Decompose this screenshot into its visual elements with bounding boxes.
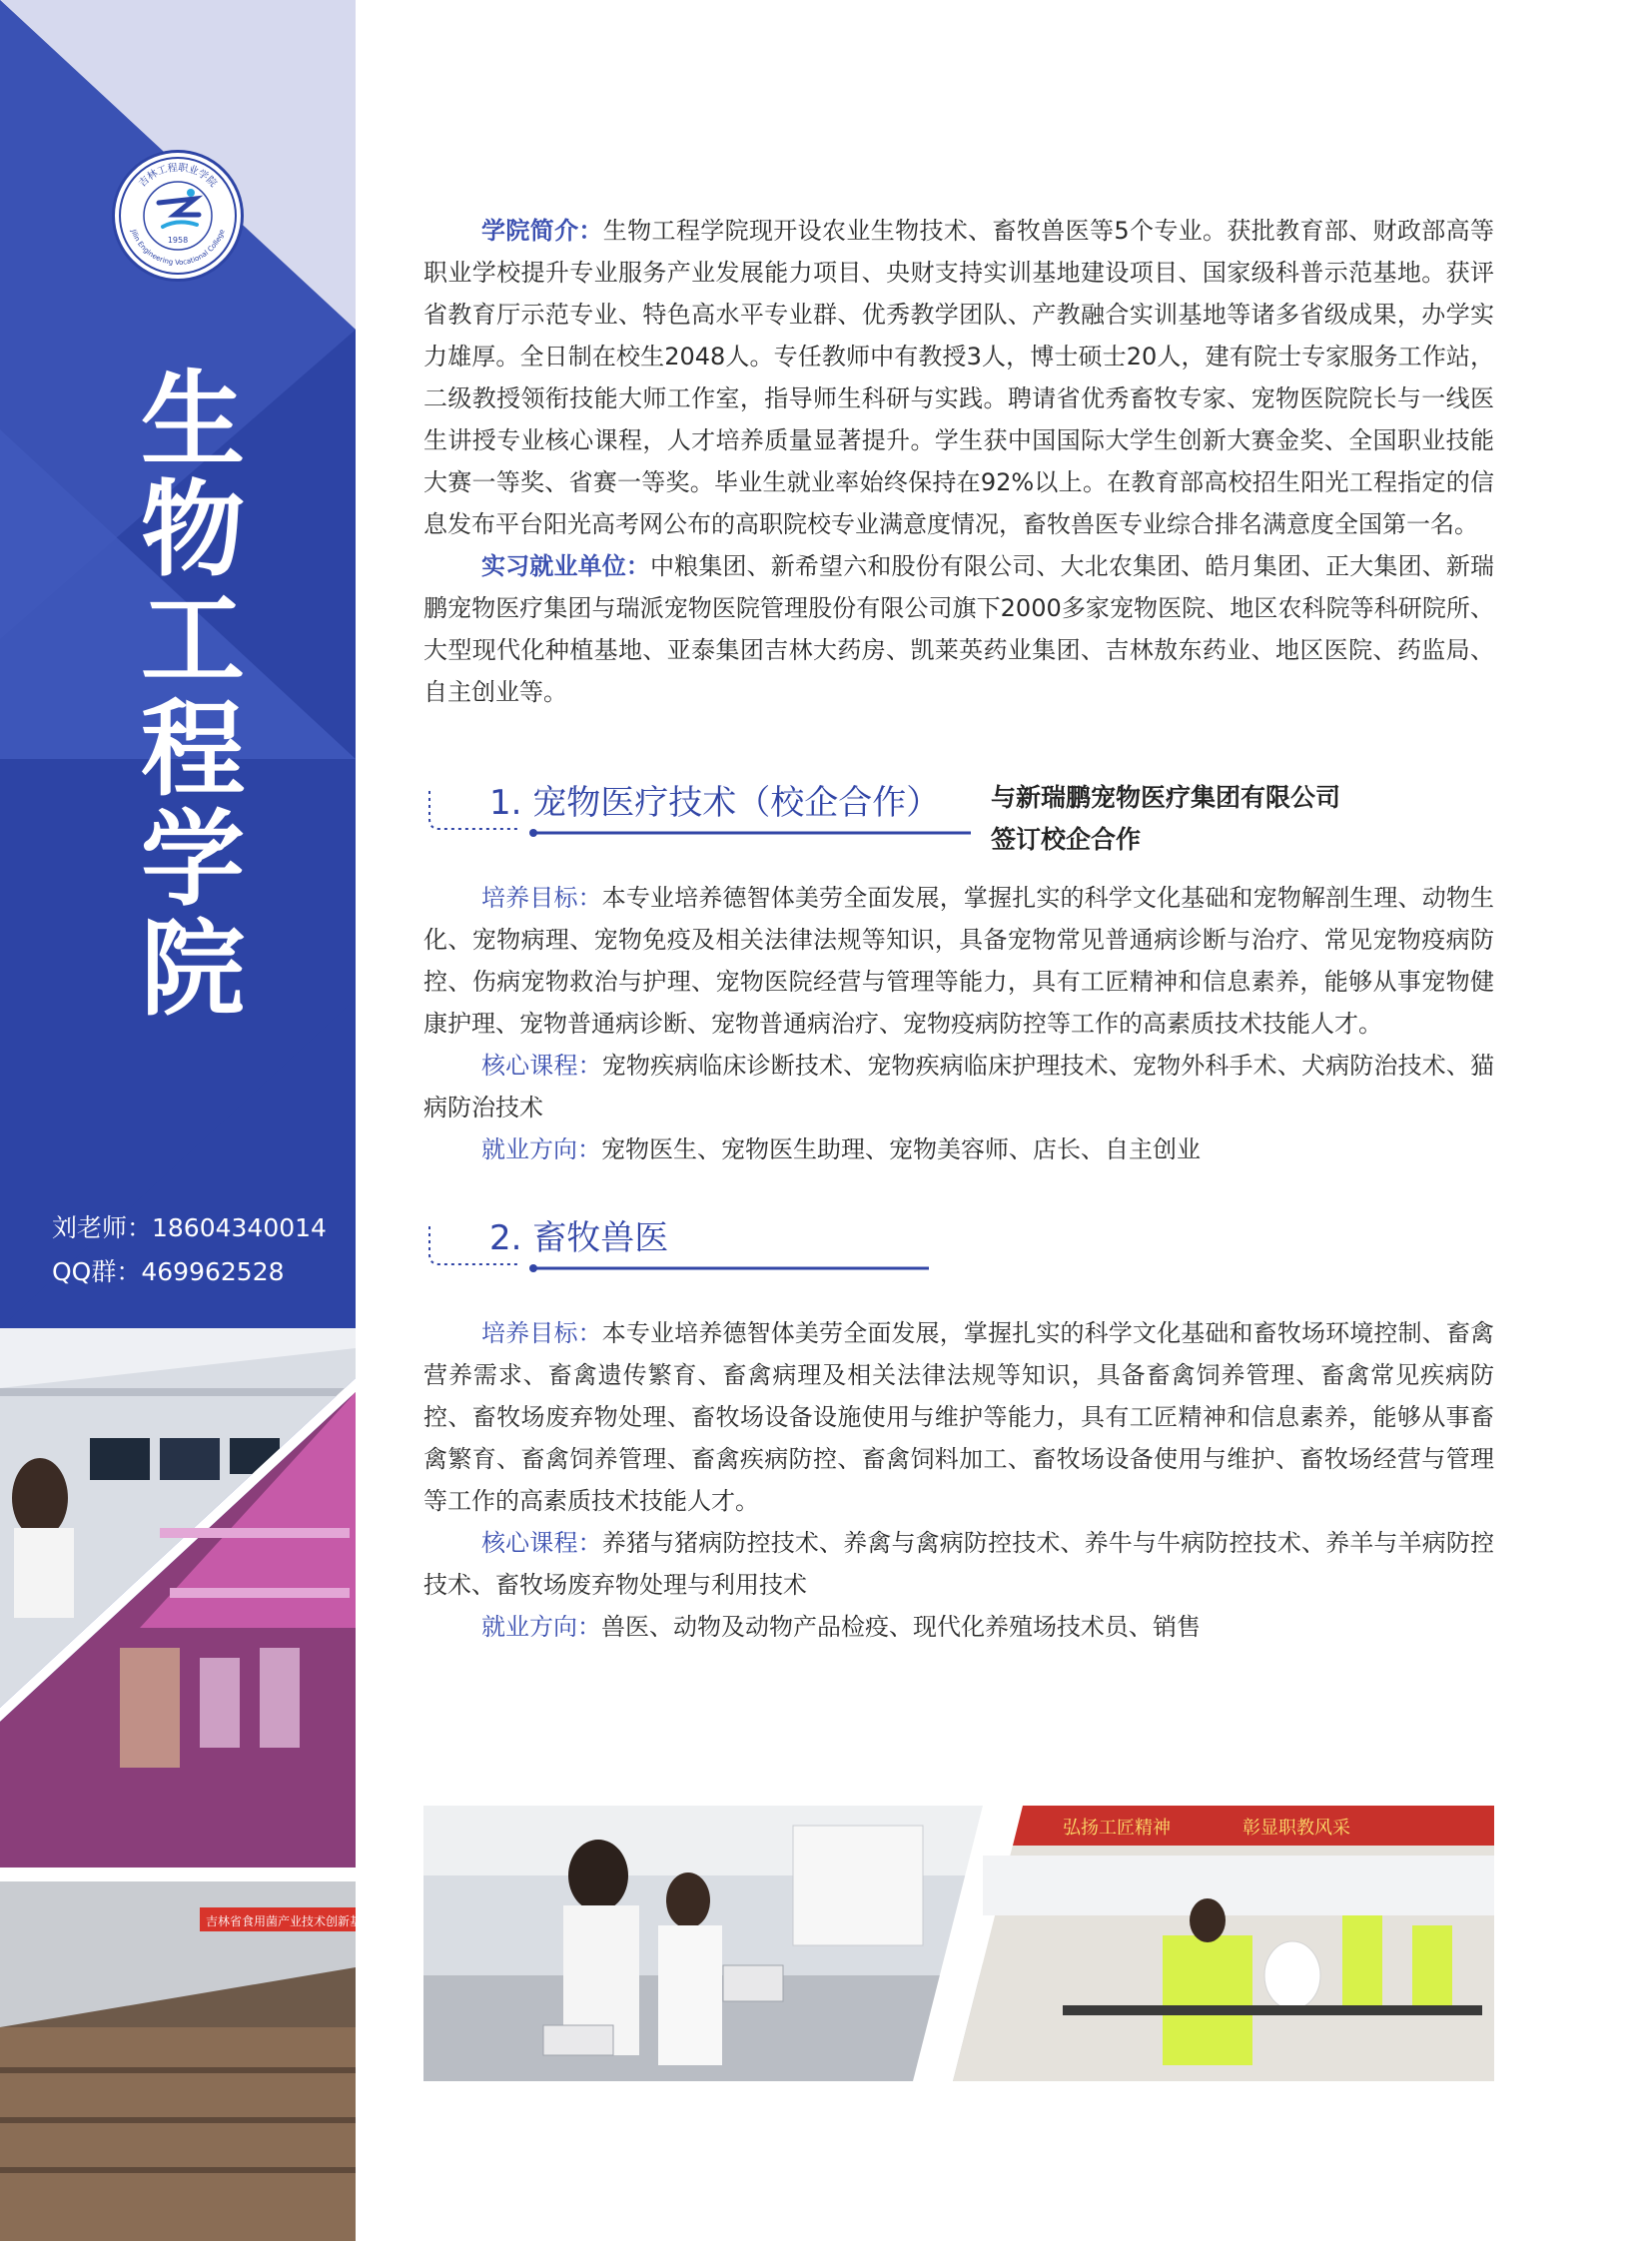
- internship-paragraph: [423, 545, 1494, 713]
- sidebar-photo-art: [0, 1328, 375, 2241]
- major-2-career: [423, 1606, 1494, 1648]
- intro-paragraph: [423, 210, 1494, 545]
- internship-text: 中粮集团、新希望六和股份有限公司、大北农集团、皓月集团、正大集团、新瑞鹏宠物医疗集团与瑞派宠物医院管理股份有限公司旗下2000多家宠物医院、地区农科院等科研院所、大型现代化种植基地、亚泰集团吉林大药房、凯莱英药业集团、吉林敖东药业、地区医院、药监局、自主创业等。: [423, 552, 1495, 706]
- contact-teacher: 刘老师：18604340014: [52, 1213, 327, 1242]
- college-title: 生物工程学院: [123, 365, 246, 1024]
- major-1-goal-text: 本专业培养德智体美劳全面发展，掌握扎实的科学文化基础和宠物解剖生理、动物生化、宠物病理、宠物免疫及相关法律法规等知识，具备宠物常见普通病诊断与治疗、常见宠物疫病防控、伤病宠物救治与护理、宠物医院经营与管理等能力，具有工匠精神和信息素养，能够从事宠物健康护理、宠物普通病诊断、宠物普通病治疗、宠物疫病防控等工作的高素质技术技能人才。: [423, 884, 1494, 1038]
- major-2-course-label: 核心课程：: [481, 1529, 602, 1557]
- logo-arc-text: 吉林工程职业学院: [137, 162, 219, 190]
- major-1-career-label: 就业方向：: [481, 1135, 601, 1163]
- photo-banner-right: 彰显职教风采: [1242, 1818, 1350, 1839]
- major-1-career: [423, 1128, 1494, 1170]
- logo-year: 1958: [167, 236, 189, 245]
- major-1-career-text: 宠物医生、宠物医生助理、宠物美容师、店长、自主创业: [601, 1135, 1201, 1163]
- major-2-career-label: 就业方向：: [481, 1613, 601, 1641]
- logo-english-text: Jilin Engineering Vocational College: [129, 228, 227, 268]
- intro-label: 学院简介：: [481, 217, 603, 245]
- major-2-courses: [423, 1522, 1494, 1606]
- major-1-course-label: 核心课程：: [481, 1052, 602, 1080]
- contact-qq-group: QQ群：469962528: [52, 1257, 285, 1286]
- major-1-note-line1: 与新瑞鹏宠物医疗集团有限公司: [991, 783, 1341, 812]
- sidebar-photo-collage: [0, 1328, 375, 2241]
- intro-text: 生物工程学院现开设农业生物技术、畜牧兽医等5个专业。获批教育部、财政部高等职业学校提升专业服务产业发展能力项目、央财支持实训基地建设项目、国家级科普示范基地。获评省教育厅示范专业、特色高水平专业群、优秀教学团队、产教融合实训基地等诸多省级成果，办学实力雄厚。全日制在校生2048人。专任教师中有教授3人，博士硕士20人，建有院士专家服务工作站，二级教授领衔技能大师工作室，指导师生科研与实践。聘请省优秀畜牧专家、宠物医院院长与一线医生讲授专业核心课程，人才培养质量显著提升。学生获中国国际大学生创新大赛金奖、全国职业技能大赛一等奖、省赛一等奖。毕业生就业率始终保持在92%以上。在教育部高校招生阳光工程指定的信息发布平台阳光高考网公布的高职院校专业满意度情况，畜牧兽医专业综合排名满意度全国第一名。: [423, 217, 1494, 538]
- bottom-photos-art: [423, 1806, 1494, 2081]
- svg-text:Jilin Engineering Vocational C: [129, 228, 227, 267]
- main-content: [423, 210, 1494, 1648]
- major-1-title: 1. 宠物医疗技术（校企合作）: [489, 783, 941, 823]
- major-2-course-text: 养猪与猪病防控技术、养禽与禽病防控技术、养牛与牛病防控技术、养羊与羊病防控技术、畜牧场废弃物处理与利用技术: [423, 1529, 1494, 1599]
- major-1-note-line2: 签订校企合作: [991, 825, 1142, 854]
- greenhouse-banner-text: 吉林省食用菌产业技术创新基地: [206, 1914, 375, 1928]
- college-logo-icon: [115, 153, 241, 279]
- major-2-goal-label: 培养目标：: [481, 1319, 602, 1347]
- major-2-goal-text: 本专业培养德智体美劳全面发展，掌握扎实的科学文化基础和畜牧场环境控制、畜禽营养需求、畜禽遗传繁育、畜禽病理及相关法律法规等知识，具备畜禽饲养管理、畜禽常见疾病防控、畜牧场废弃物处理、畜牧场设备设施使用与维护等能力，具有工匠精神和信息素养，能够从事畜禽繁育、畜禽饲养管理、畜禽疾病防控、畜禽饲料加工、畜牧场设备使用与维护、畜牧场经营与管理等工作的高素质技术技能人才。: [423, 1319, 1494, 1515]
- sidebar: [0, 0, 375, 2241]
- major-2-goal: [423, 1312, 1494, 1522]
- internship-label: 实习就业单位：: [481, 552, 651, 580]
- major-2-title: 2. 畜牧兽医: [489, 1218, 669, 1258]
- major-1-goal-label: 培养目标：: [481, 884, 602, 912]
- photo-banner-left: 弘扬工匠精神: [1063, 1818, 1171, 1839]
- major-1-header: [423, 769, 1494, 877]
- college-logo: [112, 150, 244, 282]
- contact-info: [52, 1206, 327, 1294]
- major-2-header: [423, 1204, 1494, 1312]
- major-1-partner-note: [991, 777, 1340, 861]
- major-1-goal: [423, 877, 1494, 1045]
- bottom-photo-strip: [423, 1806, 1494, 2081]
- major-1-course-text: 宠物疾病临床诊断技术、宠物疾病临床护理技术、宠物外科手术、犬病防治技术、猫病防治技术: [423, 1052, 1494, 1122]
- major-2-career-text: 兽医、动物及动物产品检疫、现代化养殖场技术员、销售: [601, 1613, 1201, 1641]
- major-1-courses: [423, 1045, 1494, 1128]
